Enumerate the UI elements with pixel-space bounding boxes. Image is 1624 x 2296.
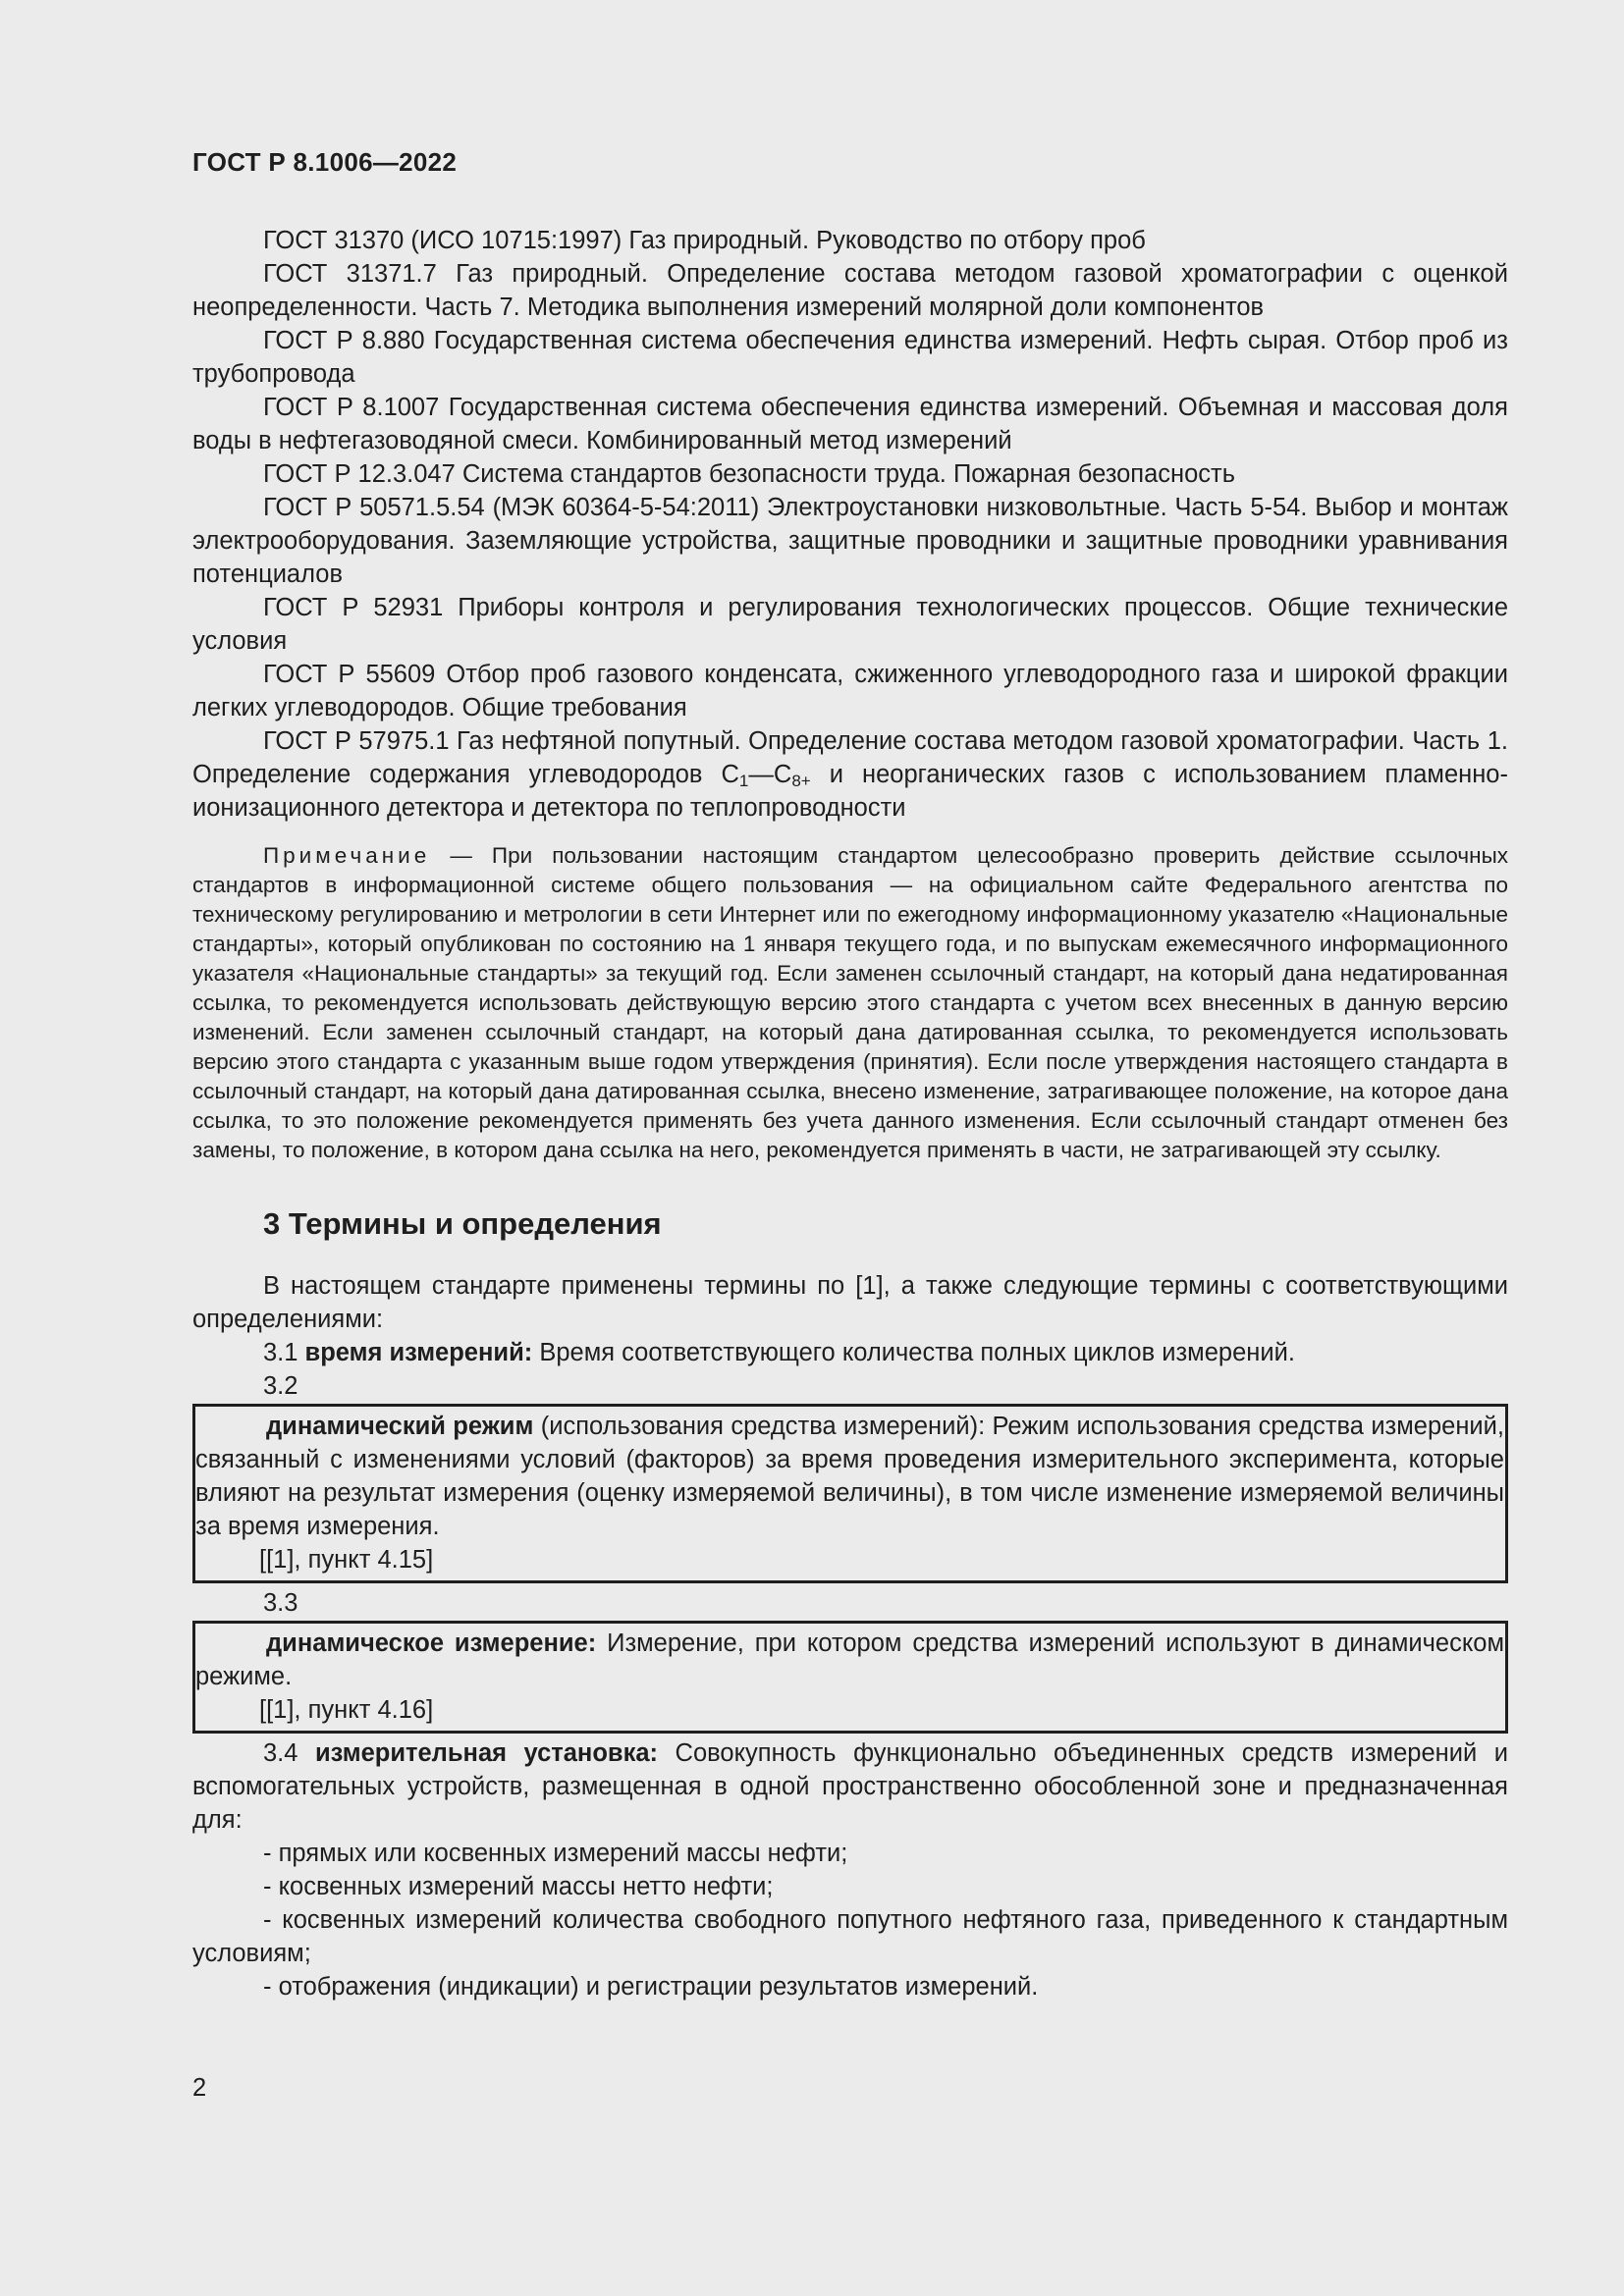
term-name: динамический режим (266, 1413, 534, 1440)
list-item: - отображения (индикации) и регистрации результатов измерений. (263, 1973, 1039, 2001)
reference-item (192, 724, 1508, 825)
note-label: Примечание (263, 843, 431, 868)
note-paragraph (192, 841, 1508, 1165)
reference-item: ГОСТ Р 8.880 Государственная система обеспечения единства измерений. Нефть сырая. Отбор проб из трубопровода (192, 327, 1508, 388)
reference-item: ГОСТ Р 55609 Отбор проб газового конденсата, сжиженного углеводородного газа и широкой фракции легких углеводородов. Общие требования (192, 661, 1508, 721)
term-number: 3.2 (263, 1372, 298, 1400)
term-3-4 (192, 1736, 1508, 1837)
term-number: 3.4 (263, 1739, 298, 1767)
document-body (192, 224, 1508, 2003)
list-item: - прямых или косвенных измерений массы нефти; (263, 1840, 848, 1867)
term-3-2 (195, 1410, 1505, 1543)
term-definition: Измерение, при котором средства измерений используют в динамическом режиме. (195, 1629, 1505, 1690)
term-number: 3.1 (263, 1339, 298, 1366)
reference-text: ГОСТ Р 57975.1 Газ нефтяной попутный. Определение состава методом газовой хроматографии. Часть 1. Определение содержания углеводородов С (192, 727, 1508, 788)
term-source: [[1], пункт 4.16] (259, 1696, 434, 1724)
document-header: ГОСТ Р 8.1006—2022 (192, 147, 458, 177)
section-intro: В настоящем стандарте применены термины по [1], а также следующие термины с соответствующими определениями: (192, 1272, 1508, 1333)
list-item: - косвенных измерений массы нетто нефти; (263, 1873, 774, 1900)
list-item: - косвенных измерений количества свободного попутного нефтяного газа, приведенного к стандартным условиям; (192, 1906, 1508, 1967)
term-3-3 (195, 1627, 1505, 1693)
term-3-2-box (192, 1404, 1508, 1583)
reference-text: —С (748, 761, 792, 788)
term-3-3-box (192, 1621, 1508, 1734)
term-name: динамическое измерение: (266, 1629, 597, 1657)
term-definition: Совокупность функционально объединенных средств измерений и вспомогательных устройств, размещенная в одной пространственно обособленной зоне и предназначенная для: (192, 1739, 1508, 1834)
subscript: 1 (738, 772, 749, 790)
term-name: измерительная установка: (314, 1739, 659, 1767)
section-title: 3 Термины и определения (263, 1206, 662, 1241)
reference-item: ГОСТ Р 52931 Приборы контроля и регулирования технологических процессов. Общие технические условия (192, 594, 1508, 655)
term-definition: (использования средства измерений): Режим использования средства измерений, связанный с изменениями условий (факторов) за время проведения измерительного эксперимента, которые влияют на результат измерения (оценку измеряемой величины), в том числе изменение измеряемой величины за время измерения. (195, 1413, 1504, 1540)
reference-item: ГОСТ Р 50571.5.54 (МЭК 60364-5-54:2011) Электроустановки низковольтные. Часть 5-54. Выбор и монтаж электрооборудования. Заземляющие устройства, защитные проводники и защитные проводники уравнивания потенциалов (192, 494, 1508, 588)
term-source: [[1], пункт 4.15] (259, 1546, 434, 1574)
note-text: — При пользовании настоящим стандартом целесообразно проверить действие ссылочных стандартов в информационной системе общего пользования — на официальном сайте Федерального агентства по техническому регулированию и метрологии в сети Интернет или по ежегодному информационному указателю «Национальные стандарты», который опубликован по состоянию на 1 января текущего года, и по выпускам ежемесячного информационного указателя «Национальные стандарты» за текущий год. Если заменен ссылочный стандарт, на который дана недатированная ссылка, то рекомендуется использовать действующую версию этого стандарта с учетом всех внесенных в данную версию изменений. Если заменен ссылочный стандарт, на который дана датированная ссылка, то рекомендуется использовать версию этого стандарта с указанным выше годом утверждения (принятия). Если после утверждения настоящего стандарта в ссылочный стандарт, на который дана датированная ссылка, внесено изменение, затрагивающее положение, на которое дана ссылка, то это положение рекомендуется применять без учета данного изменения. Если ссылочный стандарт отменен без замены, то положение, в котором дана ссылка на него, рекомендуется применять в части, не затрагивающей эту ссылку. (192, 843, 1508, 1162)
reference-item: ГОСТ Р 8.1007 Государственная система обеспечения единства измерений. Объемная и массовая доля воды в нефтегазоводяной смеси. Комбинированный метод измерений (192, 394, 1508, 454)
reference-text: и неорганических газов с использованием пламенно-ионизационного детектора и детектора по теплопроводности (192, 761, 1508, 822)
page-number: 2 (192, 2074, 207, 2102)
term-3-1 (192, 1336, 1508, 1369)
term-definition: Время соответствующего количества полных циклов измерений. (532, 1339, 1295, 1366)
reference-item: ГОСТ 31370 (ИСО 10715:1997) Газ природный. Руководство по отбору проб (263, 227, 1146, 254)
reference-item: ГОСТ 31371.7 Газ природный. Определение состава методом газовой хроматографии с оценкой неопределенности. Часть 7. Методика выполнения измерений молярной доли компонентов (192, 260, 1508, 321)
term-name: время измерений: (304, 1339, 533, 1366)
reference-item: ГОСТ Р 12.3.047 Система стандартов безопасности труда. Пожарная безопасность (263, 460, 1236, 488)
term-number: 3.3 (263, 1589, 298, 1617)
subscript: 8+ (791, 772, 811, 790)
